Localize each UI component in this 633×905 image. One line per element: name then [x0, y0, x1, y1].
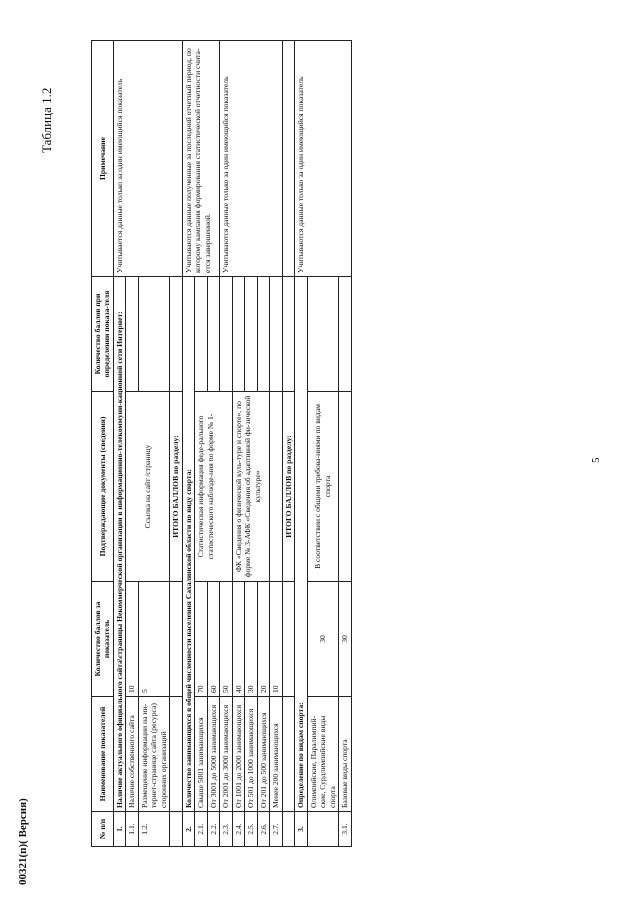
header-note: Примечание [92, 41, 114, 277]
row-num: 1.1. [126, 812, 138, 847]
row-points-def [270, 277, 282, 392]
section-note: Учитываются данные только за один имеющийся показатель [295, 41, 351, 277]
row-docs [270, 392, 282, 582]
row-points: 20 [257, 582, 269, 697]
section-num: 1. [113, 812, 125, 847]
section-row [113, 41, 125, 847]
row-num: 2.5. [245, 812, 257, 847]
row-num: 2.3. [220, 812, 232, 847]
section-title: Определение по видам спорта: [295, 277, 307, 812]
header-num: № п/п [92, 812, 114, 847]
row-points: 10 [126, 582, 138, 697]
section-num: 2. [182, 812, 194, 847]
row-name: Размещение информации на ин-тернет-странице сайта (ресурса) сторонних организаций [138, 697, 169, 812]
row-docs: Ссылка на сайт /страницу [126, 392, 170, 582]
row-name: От 501 до 1000 занимающихся [245, 697, 257, 812]
row-points-def [195, 277, 207, 392]
section-title: Количество занимающихся в общей численности населения Сахалинской области по виду спорта: [182, 277, 194, 812]
section-total: ИТОГО БАЛЛОВ по разделу: [282, 392, 294, 582]
row-points-def [339, 277, 351, 392]
row-name: От 201 до 500 занимающихся [257, 697, 269, 812]
row-num: 2.7. [270, 812, 282, 847]
row-points: 50 [220, 582, 232, 697]
row-points: 10 [270, 582, 282, 697]
header-docs: Подтверждающие документы (сведения) [92, 392, 114, 582]
footer-code: 00321(п)( Версия) [17, 798, 29, 885]
page-number: 5 [590, 457, 602, 463]
row-points-def [245, 277, 257, 392]
total-row [282, 41, 294, 847]
row-num: 2.2. [207, 812, 219, 847]
row-points-def [232, 277, 244, 392]
row-points-def [138, 277, 169, 392]
row-docs: Статистическая информация феде-рального статистического наблюде-ния по форме № 1- [195, 392, 232, 582]
row-points: 40 [232, 582, 244, 697]
row-name: Олимпийские, Паралимпий-ские, Сурдлимпийские виды спорта [307, 697, 338, 812]
row-points-def [207, 277, 219, 392]
section-note: Учитываются данные полученные за последний отчетный период, по которому кампания формирования статистической отчетности счита-ется завершенной. [182, 41, 219, 277]
row-points: 30 [245, 582, 257, 697]
row-num: 3.1. [339, 812, 351, 847]
row-name: Базовые виды спорта [339, 697, 351, 812]
criteria-table [91, 40, 352, 847]
row-name: Свыше 5001 занимающихся [195, 697, 207, 812]
section-row [295, 41, 307, 847]
row-num: 1.2. [138, 812, 169, 847]
row-points-def [126, 277, 138, 392]
row-num: 2.6. [257, 812, 269, 847]
row-points-def [307, 277, 338, 392]
row-points-def [220, 277, 232, 392]
row-name: Менее 200 занимающихся [270, 697, 282, 812]
section-note-2: Учитываются данные только за один имеющийся показатель [220, 41, 282, 277]
table-title: Таблица 1.2 [39, 87, 54, 153]
row-docs: ФК «Сведения о физической куль-туре и спорте», по форме № 3-АФК «Сведения об адаптивной фи-зической культуре» [232, 392, 269, 582]
header-points: Количество баллов за показатель [92, 582, 114, 697]
row-points: 60 [207, 582, 219, 697]
row-name: От 2001 до 3000 занимающихся [220, 697, 232, 812]
row-name: Наличие собственного сайта [126, 697, 138, 812]
row-num [307, 812, 338, 847]
section-note: Учитывается данные только за один имеющийся показатель [113, 41, 182, 277]
row-docs [339, 392, 351, 582]
table-header-row [92, 41, 114, 847]
row-points: 30 [339, 582, 351, 697]
row-points: 30 [307, 582, 338, 697]
section-title: Наличие актуального официального сайта\страницы Некоммерческой организации в информационно-телекоммуни-кационной сети Интернет: [113, 277, 125, 812]
row-points-def [257, 277, 269, 392]
row-points: 5 [138, 582, 169, 697]
header-name: Наименование показателей [92, 697, 114, 812]
section-total: ИТОГО БАЛЛОВ по разделу: [170, 392, 182, 582]
row-name: От 1001 до 2000 занимающихся [232, 697, 244, 812]
row-name: От 3001 до 5000 занимающихся [207, 697, 219, 812]
header-points-def: Количество баллов при определении показа-теля [92, 277, 114, 392]
row-docs: В соответствии с общими требова-ниями по видам спорта [307, 392, 338, 582]
row-num: 2.1. [195, 812, 207, 847]
section-num: 3. [295, 812, 307, 847]
row-points: 70 [195, 582, 207, 697]
section-row [182, 41, 194, 847]
row-num: 2.4. [232, 812, 244, 847]
